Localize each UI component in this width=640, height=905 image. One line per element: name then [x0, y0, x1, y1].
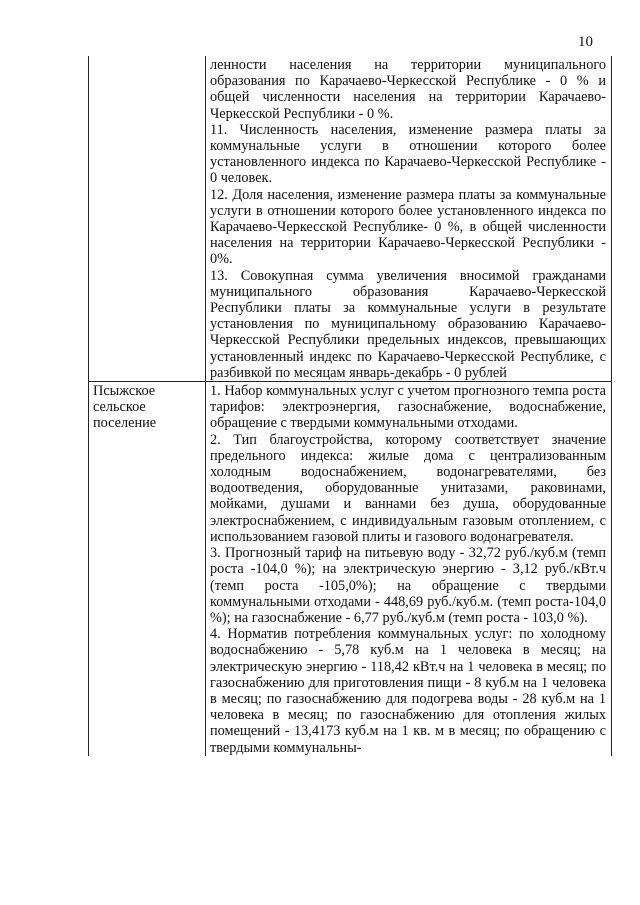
- org-cell: Псыжское сельское поселение: [89, 382, 206, 756]
- paragraph: 11. Численность населения, изменение размера платы за коммунальные услуги в отношении которого более установленного индекса по Карачаево-Черкесской Республике - 0 человек.: [210, 121, 606, 187]
- paragraph: 12. Доля населения, изменение размера платы за коммунальные услуги в отношении которого более установленного индекса по Карачаево-Черкесской Республике- 0 %, в общей численности населения на территории Карачаево-Черкесской Республики - 0%.: [210, 186, 606, 268]
- table-row: [89, 382, 612, 756]
- paragraph: 4. Норматив потребления коммунальных услуг: по холодному водоснабжению - 5,78 куб.м на 1 человека в месяц; на электрическую энергию - 118,42 кВт.ч на 1 человека в месяц; по газоснабжению для приготовления пищи - 8 куб.м на 1 человека в месяц; по газоснабжению для подогрева воды - 28 куб.м на 1 человека в месяц; по газоснабжению для отопления жилых помещений - 13,4173 куб.м на 1 кв. м в месяц; по обращению с твердыми коммунальны-: [210, 626, 606, 756]
- paragraph: 1. Набор коммунальных услуг с учетом прогнозного темпа роста тарифов: электроэнергия, газоснабжение, водоснабжение, обращение с твердыми коммунальными отходами.: [210, 383, 606, 432]
- page-number: 10: [578, 34, 593, 50]
- paragraph: 3. Прогнозный тариф на питьевую воду - 32,72 руб./куб.м (темп роста -104,0 %); на электрическую энергию - 3,12 руб./кВт.ч (темп роста -105,0%); на обращение с твердыми коммунальными отходами - 448,69 руб./куб.м. (темп роста-104,0 %); на газоснабжение - 6,77 руб./куб.м (темп роста - 103,0 %).: [210, 545, 606, 626]
- table-row: [89, 56, 612, 382]
- content-cell: [206, 56, 612, 382]
- paragraph: 2. Тип благоустройства, которому соответствует значение предельного индекса: жилые дома с централизованным холодным водоснабжением, водонагревателями, без водоотведения, оборудованные унитазами, раковинами, мойками, душами и ваннами без душа, оборудованные электроснабжением, с индивидуальным газовым отоплением, с использованием газовой плиты и газового водонагревателя.: [210, 431, 606, 545]
- document-table: [88, 56, 612, 756]
- org-cell: [89, 56, 206, 382]
- paragraph: 13. Совокупная сумма увеличения вносимой гражданами муниципального образования Карачаево-Черкесской Республики платы за коммунальные услуги в результате установления по муниципальному образованию Карачаево-Черкесской Республики предельных индексов, превышающих установленный индекс по Карачаево-Черкесской Республике, с разбивкой по месяцам январь-декабрь - 0 рублей: [210, 267, 606, 381]
- paragraph: ленности населения на территории муниципального образования по Карачаево-Черкесской Республике - 0 % и общей численности населения на территории Карачаево-Черкесской Республики - 0 %.: [210, 57, 606, 122]
- content-cell: [206, 382, 612, 756]
